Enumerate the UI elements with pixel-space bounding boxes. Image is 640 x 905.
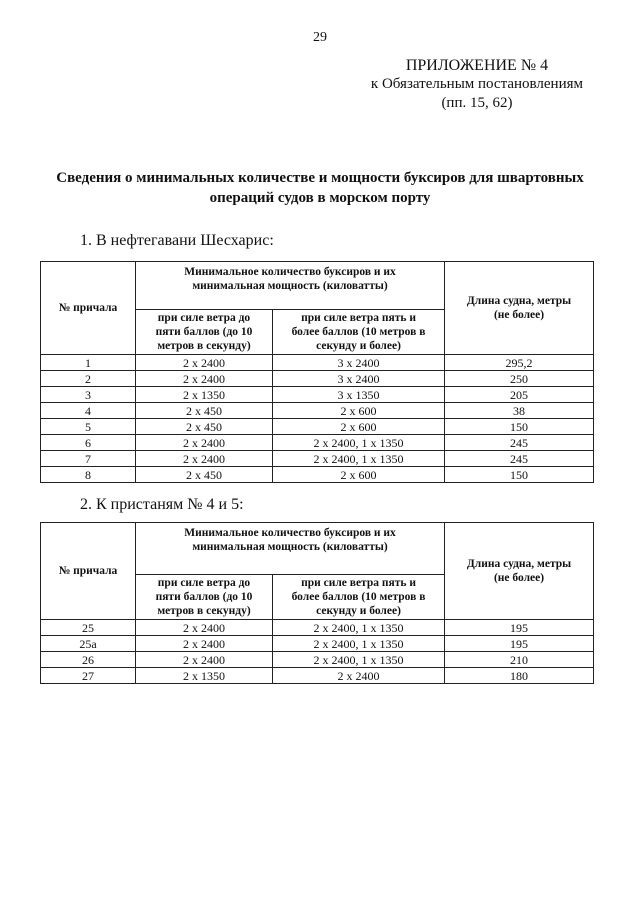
wind-low-cell: 2 x 1350 xyxy=(136,387,273,403)
berth-cell: 27 xyxy=(41,668,136,684)
wind-high-cell: 3 x 2400 xyxy=(273,355,445,371)
appendix-title: ПРИЛОЖЕНИЕ № 4 xyxy=(405,57,549,74)
appendix-block xyxy=(371,56,583,113)
wind-high-header: при силе ветра пять и более баллов (10 метров в секунду и более) xyxy=(273,310,445,355)
table-row xyxy=(41,371,594,387)
table-row xyxy=(41,403,594,419)
wind-high-cell: 2 x 600 xyxy=(273,419,445,435)
berth-cell: 7 xyxy=(41,451,136,467)
wind-high-cell: 3 x 1350 xyxy=(273,387,445,403)
table-row xyxy=(41,620,594,636)
length-cell: 295,2 xyxy=(445,355,594,371)
wind-low-cell: 2 x 2400 xyxy=(136,451,273,467)
table-row xyxy=(41,668,594,684)
berth-cell: 1 xyxy=(41,355,136,371)
length-cell: 180 xyxy=(445,668,594,684)
heading-line-2: операций судов в морском порту xyxy=(209,190,431,206)
tug-group-header: Минимальное количество буксиров и их минимальная мощность (киловатты) xyxy=(136,523,445,575)
wind-low-cell: 2 x 2400 xyxy=(136,355,273,371)
wind-high-cell: 2 x 2400, 1 x 1350 xyxy=(273,636,445,652)
table-header-row xyxy=(41,523,594,575)
wind-low-header: при силе ветра до пяти баллов (до 10 метров в секунду) xyxy=(136,575,273,620)
table-row xyxy=(41,419,594,435)
wind-high-header: при силе ветра пять и более баллов (10 метров в секунду и более) xyxy=(273,575,445,620)
berth-cell: 8 xyxy=(41,467,136,483)
wind-low-cell: 2 x 2400 xyxy=(136,652,273,668)
wind-high-cell: 2 x 2400, 1 x 1350 xyxy=(273,451,445,467)
table-header-row xyxy=(41,262,594,310)
berth-cell: 2 xyxy=(41,371,136,387)
wind-high-cell: 3 x 2400 xyxy=(273,371,445,387)
wind-high-cell: 2 x 600 xyxy=(273,467,445,483)
wind-high-cell: 2 x 2400, 1 x 1350 xyxy=(273,620,445,636)
wind-high-cell: 2 x 2400 xyxy=(273,668,445,684)
length-cell: 245 xyxy=(445,435,594,451)
berth-cell: 25 xyxy=(41,620,136,636)
length-header: Длина судна, метры (не более) xyxy=(445,523,594,620)
berth-cell: 3 xyxy=(41,387,136,403)
table-row xyxy=(41,467,594,483)
berth-header: № причала xyxy=(41,262,136,355)
wind-low-cell: 2 x 2400 xyxy=(136,435,273,451)
length-cell: 150 xyxy=(445,419,594,435)
length-cell: 150 xyxy=(445,467,594,483)
wind-high-cell: 2 x 600 xyxy=(273,403,445,419)
section-1-title: 1. В нефтегавани Шесхарис: xyxy=(80,232,274,249)
length-cell: 210 xyxy=(445,652,594,668)
appendix-line-2: (пп. 15, 62) xyxy=(441,95,513,111)
table-row xyxy=(41,435,594,451)
length-header: Длина судна, метры (не более) xyxy=(445,262,594,355)
wind-low-cell: 2 x 450 xyxy=(136,419,273,435)
wind-low-cell: 2 x 450 xyxy=(136,467,273,483)
heading-line-1: Сведения о минимальных количестве и мощности буксиров для швартовных xyxy=(56,170,584,186)
berth-cell: 25а xyxy=(41,636,136,652)
wind-low-cell: 2 x 2400 xyxy=(136,620,273,636)
berth-header: № причала xyxy=(41,523,136,620)
berth-cell: 5 xyxy=(41,419,136,435)
table-row xyxy=(41,387,594,403)
length-cell: 245 xyxy=(445,451,594,467)
section-2-title: 2. К пристаням № 4 и 5: xyxy=(80,496,244,513)
tug-group-header: Минимальное количество буксиров и их минимальная мощность (киловатты) xyxy=(136,262,445,310)
berth-cell: 26 xyxy=(41,652,136,668)
length-cell: 195 xyxy=(445,620,594,636)
length-cell: 195 xyxy=(445,636,594,652)
table-row xyxy=(41,652,594,668)
wind-low-header: при силе ветра до пяти баллов (до 10 метров в секунду) xyxy=(136,310,273,355)
tug-table-piers xyxy=(40,522,594,684)
length-cell: 250 xyxy=(445,371,594,387)
page-number: 29 xyxy=(313,30,327,45)
wind-low-cell: 2 x 2400 xyxy=(136,371,273,387)
table-row xyxy=(41,451,594,467)
tug-table-sheskharis xyxy=(40,261,594,483)
length-cell: 205 xyxy=(445,387,594,403)
document-heading xyxy=(40,168,600,208)
wind-high-cell: 2 x 2400, 1 x 1350 xyxy=(273,435,445,451)
wind-low-cell: 2 x 450 xyxy=(136,403,273,419)
wind-low-cell: 2 x 2400 xyxy=(136,636,273,652)
length-cell: 38 xyxy=(445,403,594,419)
berth-cell: 6 xyxy=(41,435,136,451)
table-row xyxy=(41,636,594,652)
appendix-line-1: к Обязательным постановлениям xyxy=(370,76,583,92)
berth-cell: 4 xyxy=(41,403,136,419)
wind-low-cell: 2 x 1350 xyxy=(136,668,273,684)
wind-high-cell: 2 x 2400, 1 x 1350 xyxy=(273,652,445,668)
table-row xyxy=(41,355,594,371)
